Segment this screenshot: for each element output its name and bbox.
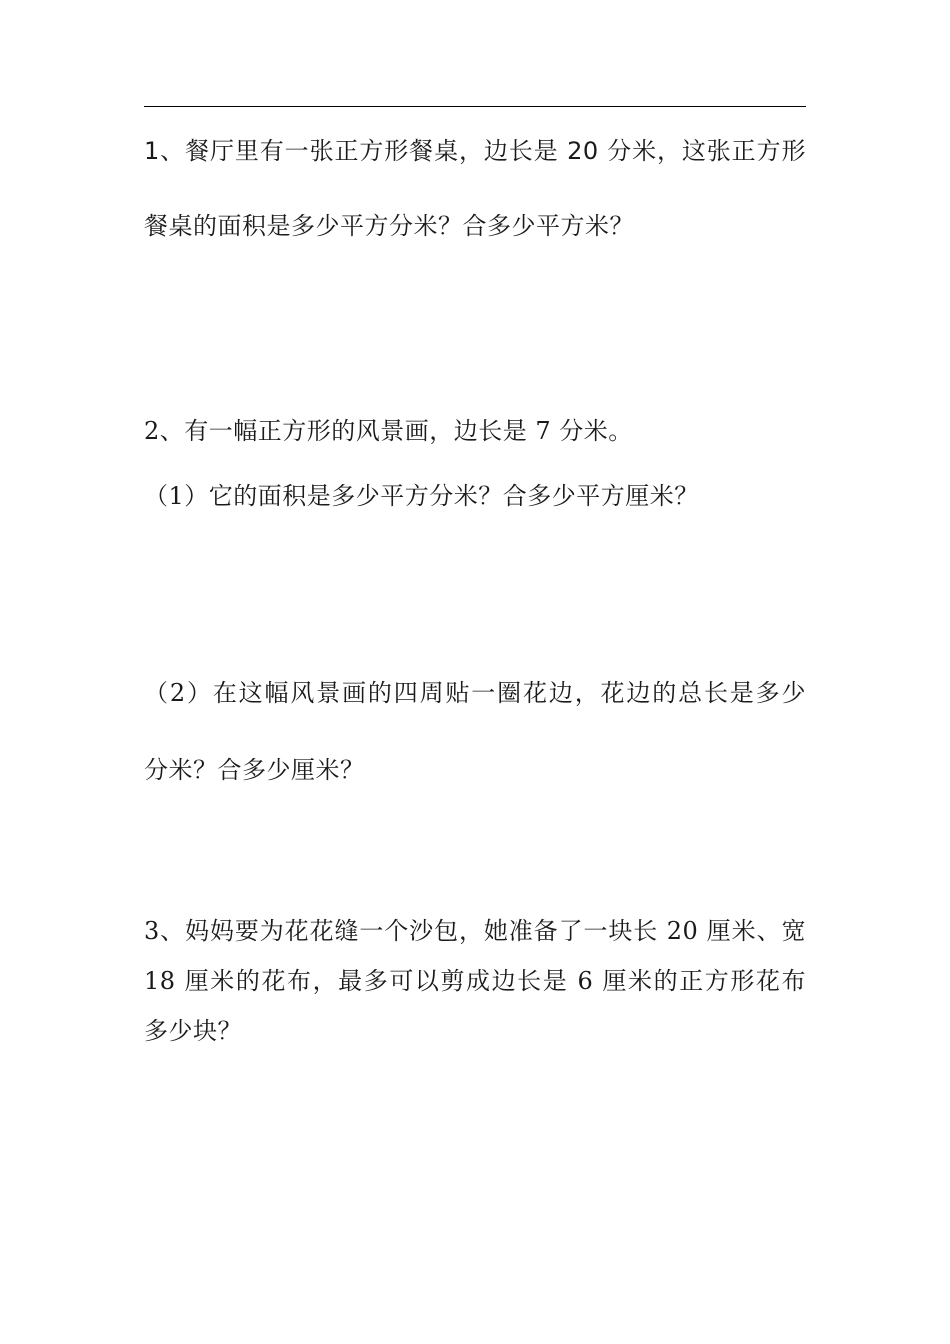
- question-1-line-2: 餐桌的面积是多少平方分米？合多少平方米？: [144, 212, 634, 240]
- question-3-line-1: 3、妈妈要为花花缝一个沙包，她准备了一块长 20 厘米、宽: [144, 917, 806, 945]
- question-3-line-3: 多少块？: [144, 1017, 242, 1045]
- header-rule: [144, 106, 806, 107]
- question-2-intro: 2、有一幅正方形的风景画，边长是 7 分米。: [144, 417, 633, 445]
- question-1-line-1: 1、餐厅里有一张正方形餐桌，边长是 20 分米，这张正方形: [144, 137, 806, 165]
- question-2-part-1: （1）它的面积是多少平方分米？合多少平方厘米？: [144, 482, 699, 510]
- question-2-part-2-line-2: 分米？合多少厘米？: [144, 756, 365, 784]
- question-2-part-2-line-1: （2）在这幅风景画的四周贴一圈花边，花边的总长是多少: [144, 679, 806, 707]
- question-3-line-2: 18 厘米的花布，最多可以剪成边长是 6 厘米的正方形花布: [144, 967, 806, 995]
